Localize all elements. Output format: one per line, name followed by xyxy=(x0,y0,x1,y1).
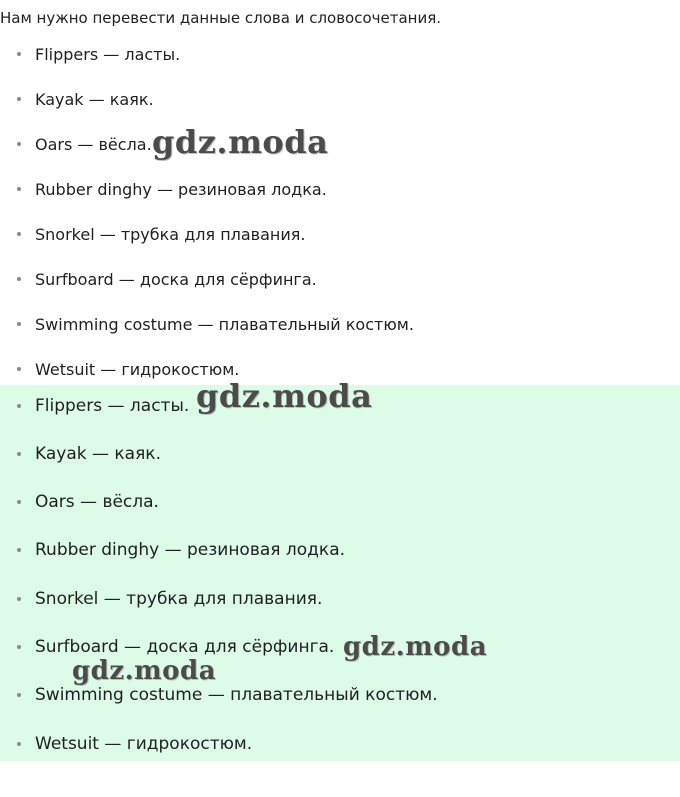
bullet xyxy=(17,367,21,371)
watermark-logo: gdz.moda xyxy=(152,123,329,161)
list-item-text: Oars — вёсла. xyxy=(35,134,152,154)
list-item-text: Surfboard — доска для сёрфинга. xyxy=(35,269,317,289)
list-item-text: Flippers — ласты. xyxy=(35,396,190,416)
list-item xyxy=(0,87,154,111)
list-item-text: Kayak — каяк. xyxy=(35,89,154,109)
list-item-text: Oars — вёсла. xyxy=(35,492,159,512)
bullet xyxy=(17,742,21,746)
list-item-text: Wetsuit — гидрокостюм. xyxy=(35,359,240,379)
list-item-text: Rubber dinghy — резиновая лодка. xyxy=(35,540,346,560)
list-item xyxy=(0,394,189,418)
list-item-text: Flippers — ласты. xyxy=(35,44,181,64)
bullet xyxy=(17,597,21,601)
list-item-text: Snorkel — трубка для плавания. xyxy=(35,589,323,609)
list-item-text: Rubber dinghy — резиновая лодка. xyxy=(35,179,327,199)
watermark-logo: gdz.moda xyxy=(72,656,217,686)
bullet xyxy=(17,277,21,281)
watermark-logo: gdz.moda xyxy=(343,632,488,662)
list-item-text: Surfboard — доска для сёрфинга. xyxy=(35,637,335,657)
list-item xyxy=(0,267,317,291)
bullet xyxy=(17,232,21,236)
bullet xyxy=(17,645,21,649)
watermark-logo: gdz.moda xyxy=(196,377,373,415)
list-item xyxy=(0,587,322,611)
bullet xyxy=(17,548,21,552)
list-item xyxy=(0,132,152,156)
bullet xyxy=(17,693,21,697)
bullet xyxy=(17,404,21,408)
list-item-text: Kayak — каяк. xyxy=(35,444,161,464)
list-item xyxy=(0,222,305,246)
list-item-text: Wetsuit — гидрокостюм. xyxy=(35,734,253,754)
list-item xyxy=(0,442,161,466)
bullet xyxy=(17,52,21,56)
bullet xyxy=(17,142,21,146)
bullet xyxy=(17,97,21,101)
list-item-text: Swimming costume — плавательный костюм. xyxy=(35,314,414,334)
list-item xyxy=(0,177,327,201)
bullet xyxy=(17,452,21,456)
list-item-text: Snorkel — трубка для плавания. xyxy=(35,224,306,244)
intro-text: Нам нужно перевести данные слова и словосочетания. xyxy=(0,9,442,27)
list-item xyxy=(0,538,345,562)
list-item-text: Swimming costume — плавательный костюм. xyxy=(35,685,438,705)
bullet xyxy=(17,322,21,326)
bullet xyxy=(17,500,21,504)
list-item xyxy=(0,42,180,66)
list-item xyxy=(0,312,414,336)
list-item xyxy=(0,683,438,707)
list-item xyxy=(0,732,252,756)
bullet xyxy=(17,187,21,191)
list-item xyxy=(0,490,159,514)
